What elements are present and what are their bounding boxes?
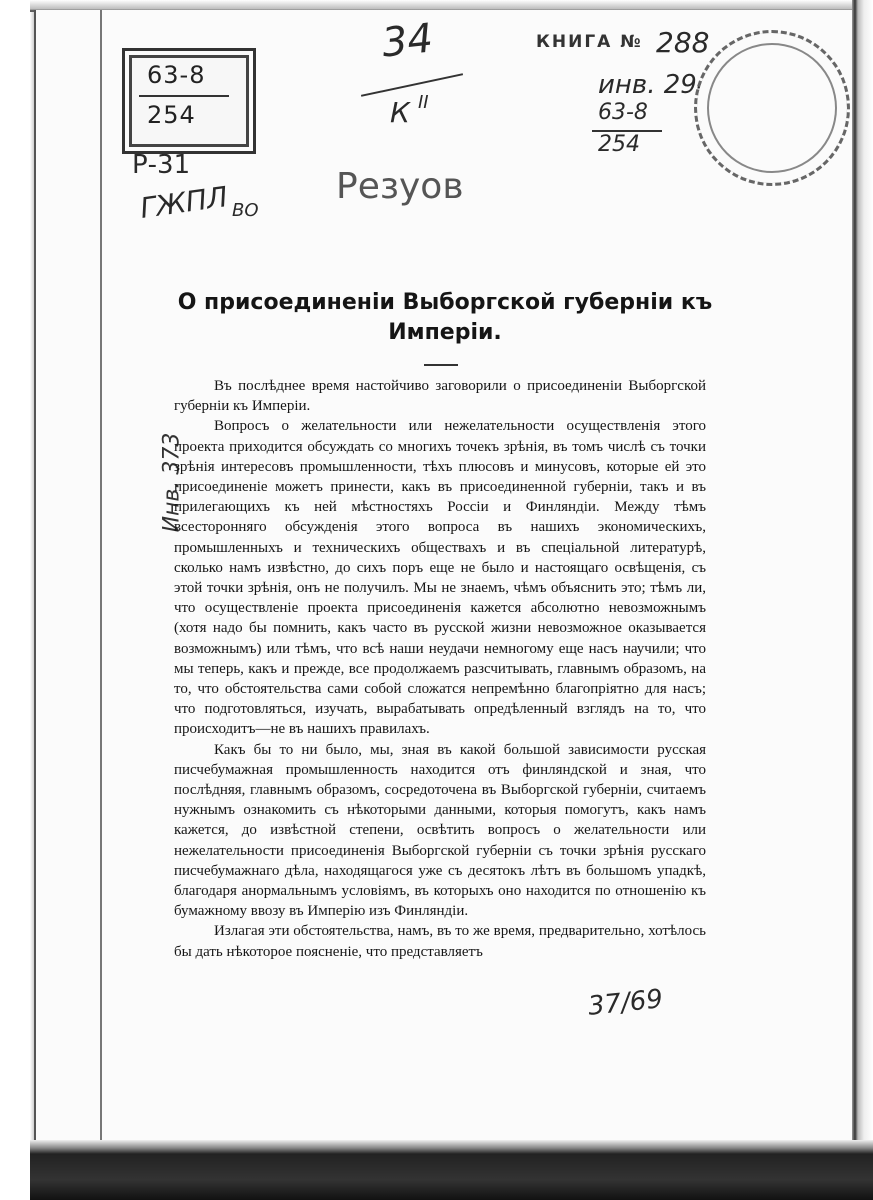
paragraph: Излагая эти обстоятельства, намъ, въ то же время, предварительно, хотѣлось бы дать нѣкоторое поясненiе, что представляетъ (174, 923, 706, 960)
document-title: О присоединенiи Выборгской губернiи къ Имперiи. (177, 290, 713, 345)
left-page-edge (0, 0, 36, 1200)
handwritten-page-note: 37/69 (586, 984, 665, 1022)
book-stamp-label: КНИГА № (536, 32, 643, 52)
handwritten-top-sub: К (390, 96, 410, 129)
handwritten-top-sub2: II (418, 92, 429, 113)
inventory-bottom: 254 (598, 132, 640, 157)
shelf-mark: Р-31 (132, 150, 191, 180)
document-body (174, 376, 706, 962)
label-box-bottom-number: 254 (147, 101, 196, 129)
handwritten-initials-sub: ВО (232, 200, 259, 221)
handwritten-initials: ГЖПЛ (138, 180, 230, 225)
inventory-number: инв. 294 (598, 70, 714, 100)
inventory-top: 63-8 (598, 100, 648, 125)
right-page-edge (852, 0, 873, 1200)
paragraph: Какъ бы то ни было, мы, зная въ какой большой зависимости русская писчебумажная промышленность находится отъ финляндской и зная, что послѣдняя, главнымъ образомъ, сосредоточена въ Выборгской губернiи, считаемъ нужнымъ ознакомить съ нѣкоторыми данными, которыя помогутъ, какъ намъ кажется, до извѣстной степени, освѣтить вопросъ о желательности или нежелательности присоединенiя Выборгской губернiи съ точки зрѣнiя русскаго писчебумажнаго дѣла, находящагося уже съ десятокъ лѣтъ въ большомъ упадкѣ, благодаря анормальнымъ условiямъ, въ которыхъ оно находится по отношенiю къ бумажному ввозу въ Имперiю изъ Финляндiи. (174, 741, 706, 920)
book-stamp-number: 288 (656, 26, 710, 59)
bottom-page-edge (30, 1140, 873, 1200)
label-box-top-number: 63-8 (147, 61, 206, 89)
binding-fold-line (100, 10, 102, 1160)
handwritten-author-name: Резуов (336, 166, 464, 207)
paragraph: Вопросъ о желательности или нежелательности осуществленiя этого проекта приходится обсуждать со многихъ точекъ зрѣнiя, въ томъ числѣ съ точки зрѣнiя интересовъ промышленности, тѣхъ плюсовъ и минусовъ, которые ей это присоединенiе можетъ принести, какъ въ присоединенной губернiи, такъ и въ прилегающихъ къ ней мѣстностяхъ Россiи и Финляндiи. Между тѣмъ всесторонняго обсужденiя этого вопроса въ нашихъ экономическихъ, промышленныхъ и техническихъ обществахъ и въ спецiальной литературѣ, сколько намъ извѣстно, до сихъ поръ еще не было и настоящаго освѣщенiя, съ этой точки зрѣнiя, онъ не получилъ. Мы не знаемъ, чѣмъ объяснить это; тѣмъ ли, что осуществленiе проекта присоединенiя кажется абсолютно невозможнымъ (хотя надо бы помнить, какъ часто въ русской жизни невозможное оказывается возможнымъ) или тѣмъ, что всѣ наши неудачи немногому еще насъ научили; что мы теперь, какъ и прежде, все продолжаемъ разсчитывать, главнымъ образомъ, на то, что обстоятельства сами собой сложатся непремѣнно благопрiятно для насъ; что подготовляться, изучать, вырабатывать опредѣленный взглядъ на то, что происходитъ—не въ нашихъ правилахъ. (174, 418, 706, 738)
handwritten-top-number: 34 (379, 15, 436, 67)
title-divider (424, 364, 458, 366)
paragraph: Въ послѣднее время настойчиво заговорили о присоединенiи Выборгской губернiи къ Имперiи. (174, 378, 706, 415)
library-label-box (122, 48, 256, 154)
library-round-stamp (694, 30, 850, 186)
margin-inventory-note: Инв. 373 (159, 432, 185, 533)
label-box-divider (139, 95, 229, 97)
